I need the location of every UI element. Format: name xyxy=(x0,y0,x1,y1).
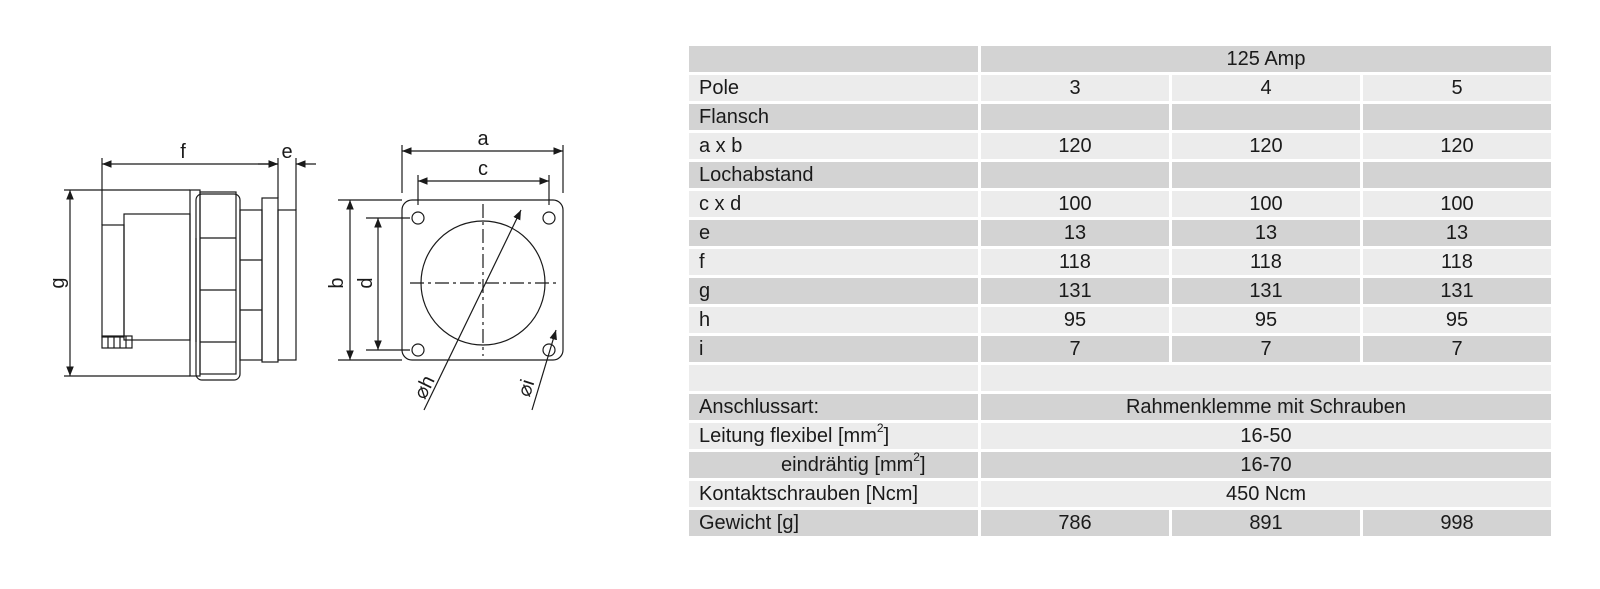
table-row-cxd xyxy=(689,191,1551,220)
table-row-header xyxy=(689,46,1551,75)
cell-value: 16-50 xyxy=(978,423,1551,452)
table-row-leitung-flexibel xyxy=(689,423,1551,452)
table-row-f xyxy=(689,249,1551,278)
cell-value: 891 xyxy=(1169,510,1360,536)
cell-value: 120 xyxy=(1360,133,1551,162)
cell-value: 998 xyxy=(1360,510,1551,536)
side-view-labels xyxy=(47,141,293,289)
front-view-labels xyxy=(326,128,539,403)
row-label-close: ] xyxy=(883,425,890,447)
label-a: a xyxy=(477,128,489,150)
cell-empty xyxy=(1169,162,1360,191)
cell-value: 118 xyxy=(1360,249,1551,278)
table-row-e xyxy=(689,220,1551,249)
cell-empty xyxy=(978,365,1551,394)
row-label-text: Leitung flexibel [mm xyxy=(699,425,877,447)
cell-value: 7 xyxy=(1169,336,1360,365)
cell-value: 131 xyxy=(978,278,1169,307)
label-b: b xyxy=(326,277,348,289)
row-label: Gewicht [g] xyxy=(689,510,978,536)
row-label: g xyxy=(689,278,978,307)
header-empty-cell xyxy=(689,46,978,75)
cell-value: 118 xyxy=(1169,249,1360,278)
cell-value: 13 xyxy=(1169,220,1360,249)
label-c: c xyxy=(478,158,488,180)
cell-value: 13 xyxy=(1360,220,1551,249)
table-row-h xyxy=(689,307,1551,336)
cell-value: 7 xyxy=(1360,336,1551,365)
row-label: Anschlussart: xyxy=(689,394,978,423)
cell-value: 100 xyxy=(978,191,1169,220)
table-row-i xyxy=(689,336,1551,365)
table-row-eindraehtig xyxy=(689,452,1551,481)
cell-value: 450 Ncm xyxy=(978,481,1551,510)
dimension-drawing xyxy=(0,0,690,589)
table-row-pole xyxy=(689,75,1551,104)
label-i: ⌀i xyxy=(513,376,540,400)
superscript: 2 xyxy=(876,423,884,436)
row-label: e xyxy=(689,220,978,249)
cell-value: 100 xyxy=(1169,191,1360,220)
table-row-anschlussart xyxy=(689,394,1551,423)
cell-value: 95 xyxy=(978,307,1169,336)
cell-value: 5 xyxy=(1360,75,1551,104)
table-row-kontaktschrauben xyxy=(689,481,1551,510)
row-label: c x d xyxy=(689,191,978,220)
cell-value: 131 xyxy=(1169,278,1360,307)
cell-value: 13 xyxy=(978,220,1169,249)
row-label: i xyxy=(689,336,978,365)
cell-empty xyxy=(1360,162,1551,191)
row-label: h xyxy=(689,307,978,336)
cell-value: 120 xyxy=(1169,133,1360,162)
cell-value: 3 xyxy=(978,75,1169,104)
cell-value: 120 xyxy=(978,133,1169,162)
cell-value: 4 xyxy=(1169,75,1360,104)
cell-value: 7 xyxy=(978,336,1169,365)
header-ampere: 125 Amp xyxy=(978,46,1551,75)
table-row-flansch xyxy=(689,104,1551,133)
cell-empty xyxy=(1360,104,1551,133)
side-view xyxy=(64,158,316,380)
row-label: Kontaktschrauben [Ncm] xyxy=(689,481,978,510)
cell-value: 16-70 xyxy=(978,452,1551,481)
row-label xyxy=(689,423,978,452)
table-row-g xyxy=(689,278,1551,307)
table-row-lochabstand xyxy=(689,162,1551,191)
cell-value: 131 xyxy=(1360,278,1551,307)
row-label-text: eindrähtig [mm xyxy=(781,454,914,476)
cell-value: 95 xyxy=(1360,307,1551,336)
table-row-axb xyxy=(689,133,1551,162)
table-row-gewicht xyxy=(689,510,1551,536)
cell-value: 100 xyxy=(1360,191,1551,220)
cell-empty xyxy=(978,162,1169,191)
cell-value: 95 xyxy=(1169,307,1360,336)
cell-empty xyxy=(978,104,1169,133)
row-label-close: ] xyxy=(919,454,926,476)
cell-empty xyxy=(1169,104,1360,133)
row-label xyxy=(689,452,978,481)
row-label: Lochabstand xyxy=(689,162,978,191)
cell-value: 118 xyxy=(978,249,1169,278)
superscript: 2 xyxy=(913,452,920,465)
label-d: d xyxy=(355,277,377,289)
cell-value: 786 xyxy=(978,510,1169,536)
label-e: e xyxy=(281,141,293,163)
row-label: f xyxy=(689,249,978,278)
label-f: f xyxy=(180,141,186,163)
cell-value: Rahmenklemme mit Schrauben xyxy=(978,394,1551,423)
cell-empty xyxy=(689,365,978,394)
label-h: ⌀h xyxy=(409,372,440,403)
row-label: Pole xyxy=(689,75,978,104)
table-row-spacer xyxy=(689,365,1551,394)
label-g: g xyxy=(47,277,69,289)
row-label: a x b xyxy=(689,133,978,162)
spec-table xyxy=(689,46,1551,536)
row-label: Flansch xyxy=(689,104,978,133)
